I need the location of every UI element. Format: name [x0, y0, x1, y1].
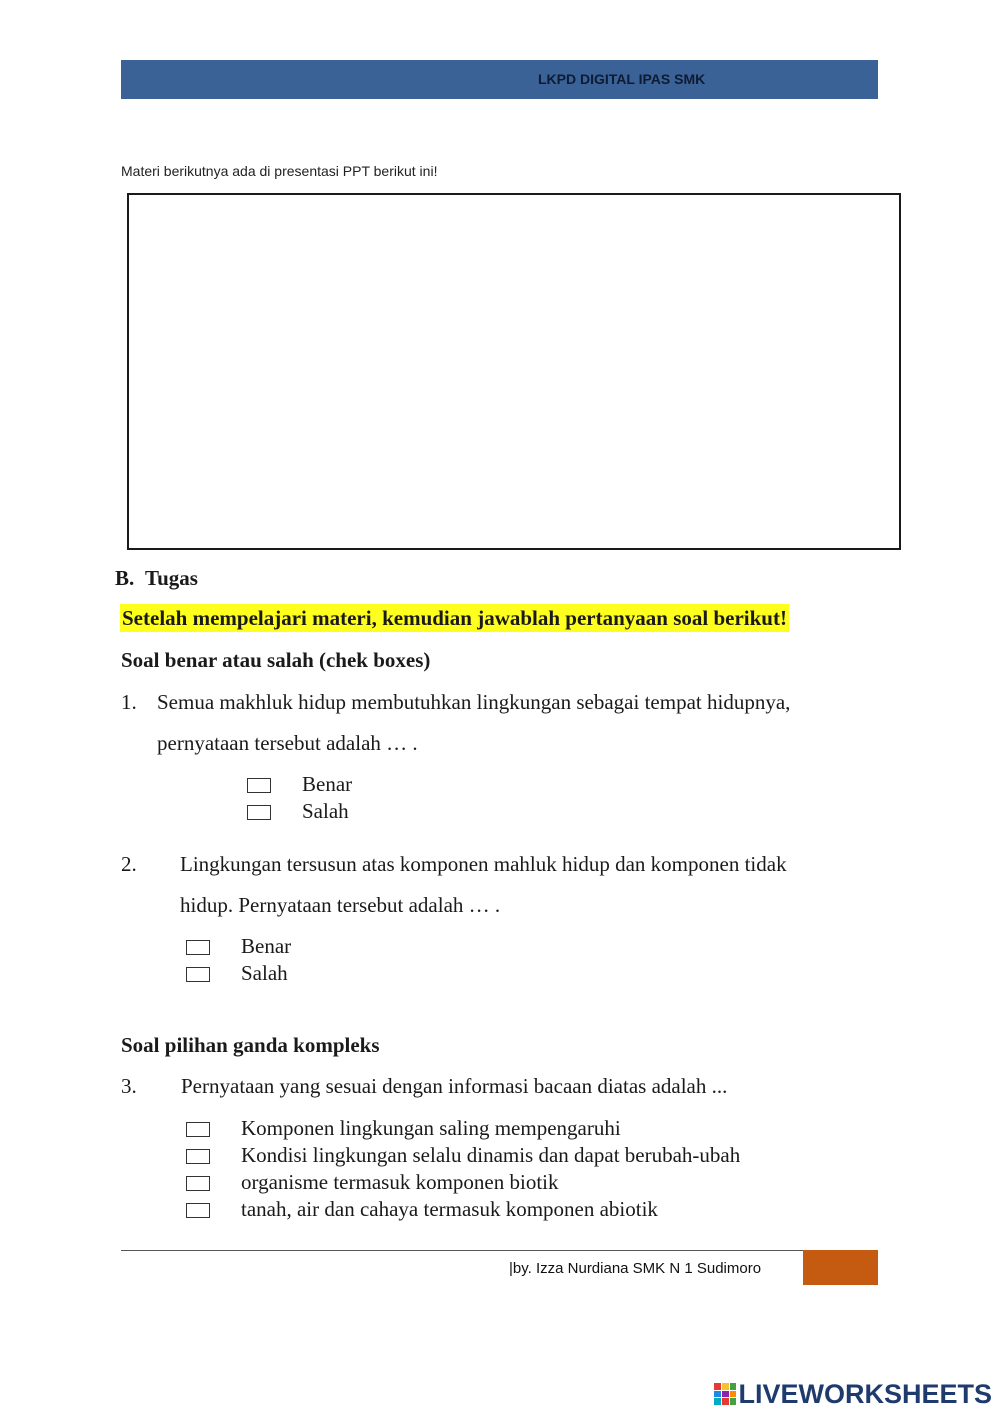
option-label: tanah, air dan cahaya termasuk komponen abiotik — [241, 1197, 658, 1221]
option-label: Salah — [241, 961, 288, 985]
checkbox[interactable] — [186, 1149, 210, 1164]
question-3-number: 3. — [121, 1074, 137, 1098]
checkbox[interactable] — [247, 778, 271, 793]
brand-text: LIVEWORKSHEETS — [738, 1378, 992, 1409]
option-label: Komponen lingkungan saling mempengaruhi — [241, 1116, 621, 1140]
intro-text: Materi berikutnya ada di presentasi PPT berikut ini! — [121, 163, 438, 179]
option-label: Benar — [241, 934, 292, 958]
option-label: organisme termasuk komponen biotik — [241, 1170, 559, 1194]
question-1-number: 1. — [121, 690, 137, 714]
footer-credit: |by. Izza Nurdiana SMK N 1 Sudimoro — [509, 1260, 762, 1277]
section-letter: B. — [115, 566, 135, 590]
section-title-text: Tugas — [145, 566, 198, 590]
header-title: LKPD DIGITAL IPAS SMK — [538, 71, 706, 87]
footer-accent-block — [803, 1250, 878, 1285]
truefalse-heading: Soal benar atau salah (chek boxes) — [121, 648, 431, 672]
section-title — [115, 566, 198, 591]
liveworksheets-logo-icon — [714, 1383, 736, 1405]
checkbox[interactable] — [247, 805, 271, 820]
checkbox[interactable] — [186, 940, 210, 955]
checkbox[interactable] — [186, 967, 210, 982]
footer-divider — [121, 1250, 803, 1251]
question-2-line-2: hidup. Pernyataan tersebut adalah … . — [180, 893, 501, 917]
header-bar — [121, 60, 878, 99]
option-label: Salah — [302, 799, 349, 823]
checkbox[interactable] — [186, 1122, 210, 1137]
presentation-embed-frame[interactable] — [127, 193, 901, 550]
checkbox[interactable] — [186, 1203, 210, 1218]
multiple-choice-heading: Soal pilihan ganda kompleks — [121, 1033, 380, 1057]
question-3-text: Pernyataan yang sesuai dengan informasi bacaan diatas adalah ... — [181, 1074, 728, 1098]
question-1-line-2: pernyataan tersebut adalah … . — [157, 731, 418, 755]
question-2-line-1: Lingkungan tersusun atas komponen mahluk hidup dan komponen tidak — [180, 852, 787, 876]
liveworksheets-brand[interactable] — [714, 1376, 992, 1412]
question-2-number: 2. — [121, 852, 137, 876]
option-label: Benar — [302, 772, 353, 796]
option-label: Kondisi lingkungan selalu dinamis dan dapat berubah-ubah — [241, 1143, 741, 1167]
question-1-line-1: Semua makhluk hidup membutuhkan lingkungan sebagai tempat hidupnya, — [157, 690, 791, 714]
checkbox[interactable] — [186, 1176, 210, 1191]
instruction-highlight: Setelah mempelajari materi, kemudian jawablah pertanyaan soal berikut! — [122, 606, 787, 630]
